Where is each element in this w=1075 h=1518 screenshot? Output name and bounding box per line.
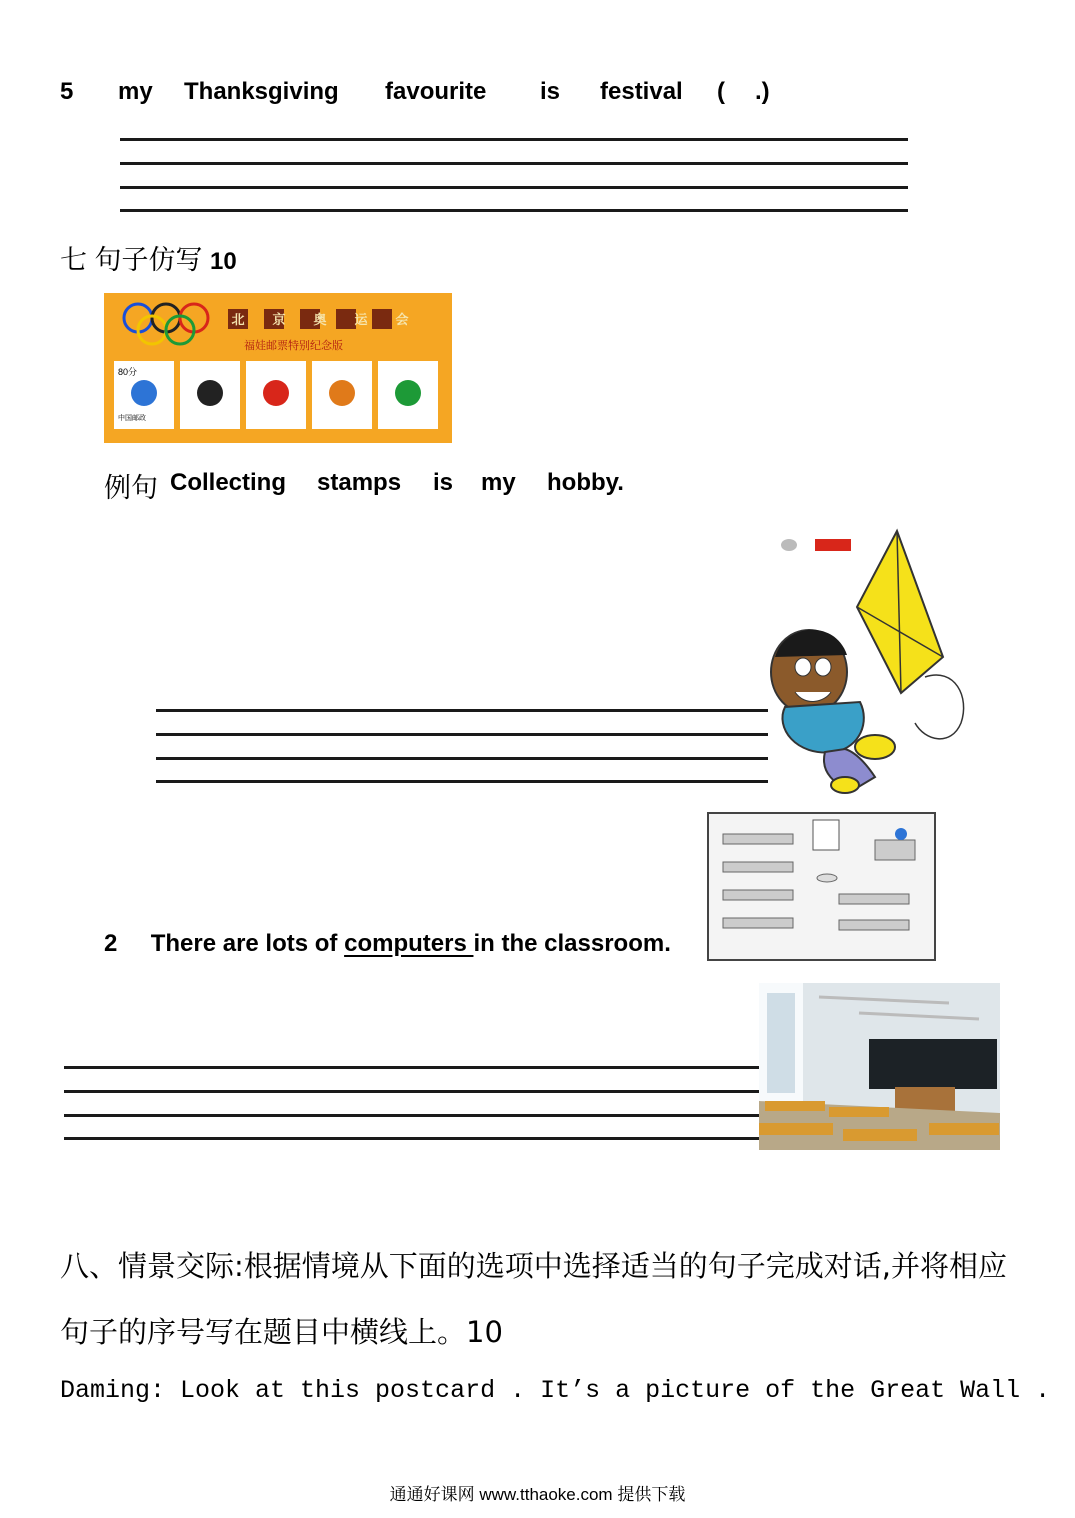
scrambled-word: Thanksgiving [184, 78, 339, 105]
stamp-denomination: 80分 [118, 367, 138, 377]
section-7-title: 七 句子仿写 [60, 245, 203, 275]
classroom-computers-icon [709, 814, 930, 955]
question-number: 5 [60, 78, 74, 105]
computer-room-image [707, 812, 936, 961]
underlined-word: computers [344, 930, 474, 957]
example-word: Collecting [170, 469, 287, 496]
scrambled-word: festival [600, 78, 683, 105]
scrambled-word: favourite [385, 78, 487, 105]
page-footer: 通通好课网 www.tthaoke.com 提供下载 [389, 1485, 686, 1504]
kite-icon [765, 527, 975, 797]
olympic-stamps-image [104, 293, 452, 443]
example-sentence [104, 466, 624, 505]
answer-lines-q5[interactable] [120, 138, 908, 216]
stamp-country: 中国邮政 [118, 415, 146, 422]
classroom-photo [759, 983, 1000, 1150]
example-word: my [481, 469, 516, 496]
stamp-banner: 北 京 奥 运 会 [231, 312, 409, 327]
scrambled-word: is [540, 78, 561, 105]
question-2 [104, 930, 671, 958]
question-text-before: There are lots of [150, 930, 345, 957]
scrambled-word: .) [755, 78, 770, 105]
section-8-instruction-line2: 句子的序号写在题目中横线上。10 [60, 1315, 503, 1349]
example-word: stamps [317, 469, 402, 496]
question-text-after: in the classroom. [473, 930, 671, 957]
example-word: is [433, 469, 454, 496]
example-word: hobby. [547, 469, 624, 496]
classroom-photo-icon [759, 983, 1000, 1150]
section-7-points: 10 [210, 248, 237, 275]
scrambled-word: my [118, 78, 153, 105]
boy-flying-kite-image [765, 527, 975, 797]
example-label: 例句 [104, 473, 158, 503]
question-number: 2 [104, 930, 118, 957]
answer-lines-example[interactable] [156, 709, 768, 785]
dialogue-line: Daming: Look at this postcard . It’s a picture of the Great Wall . [60, 1376, 1051, 1405]
section-8-instruction-line1: 八、情景交际:根据情境从下面的选项中选择适当的句子完成对话,并将相应 [60, 1249, 1007, 1283]
answer-lines-q2[interactable] [64, 1066, 759, 1142]
stamp-subtitle: 福娃邮票特别纪念版 [244, 340, 343, 352]
scrambled-word: ( [717, 78, 725, 105]
section-7-heading [60, 238, 237, 277]
